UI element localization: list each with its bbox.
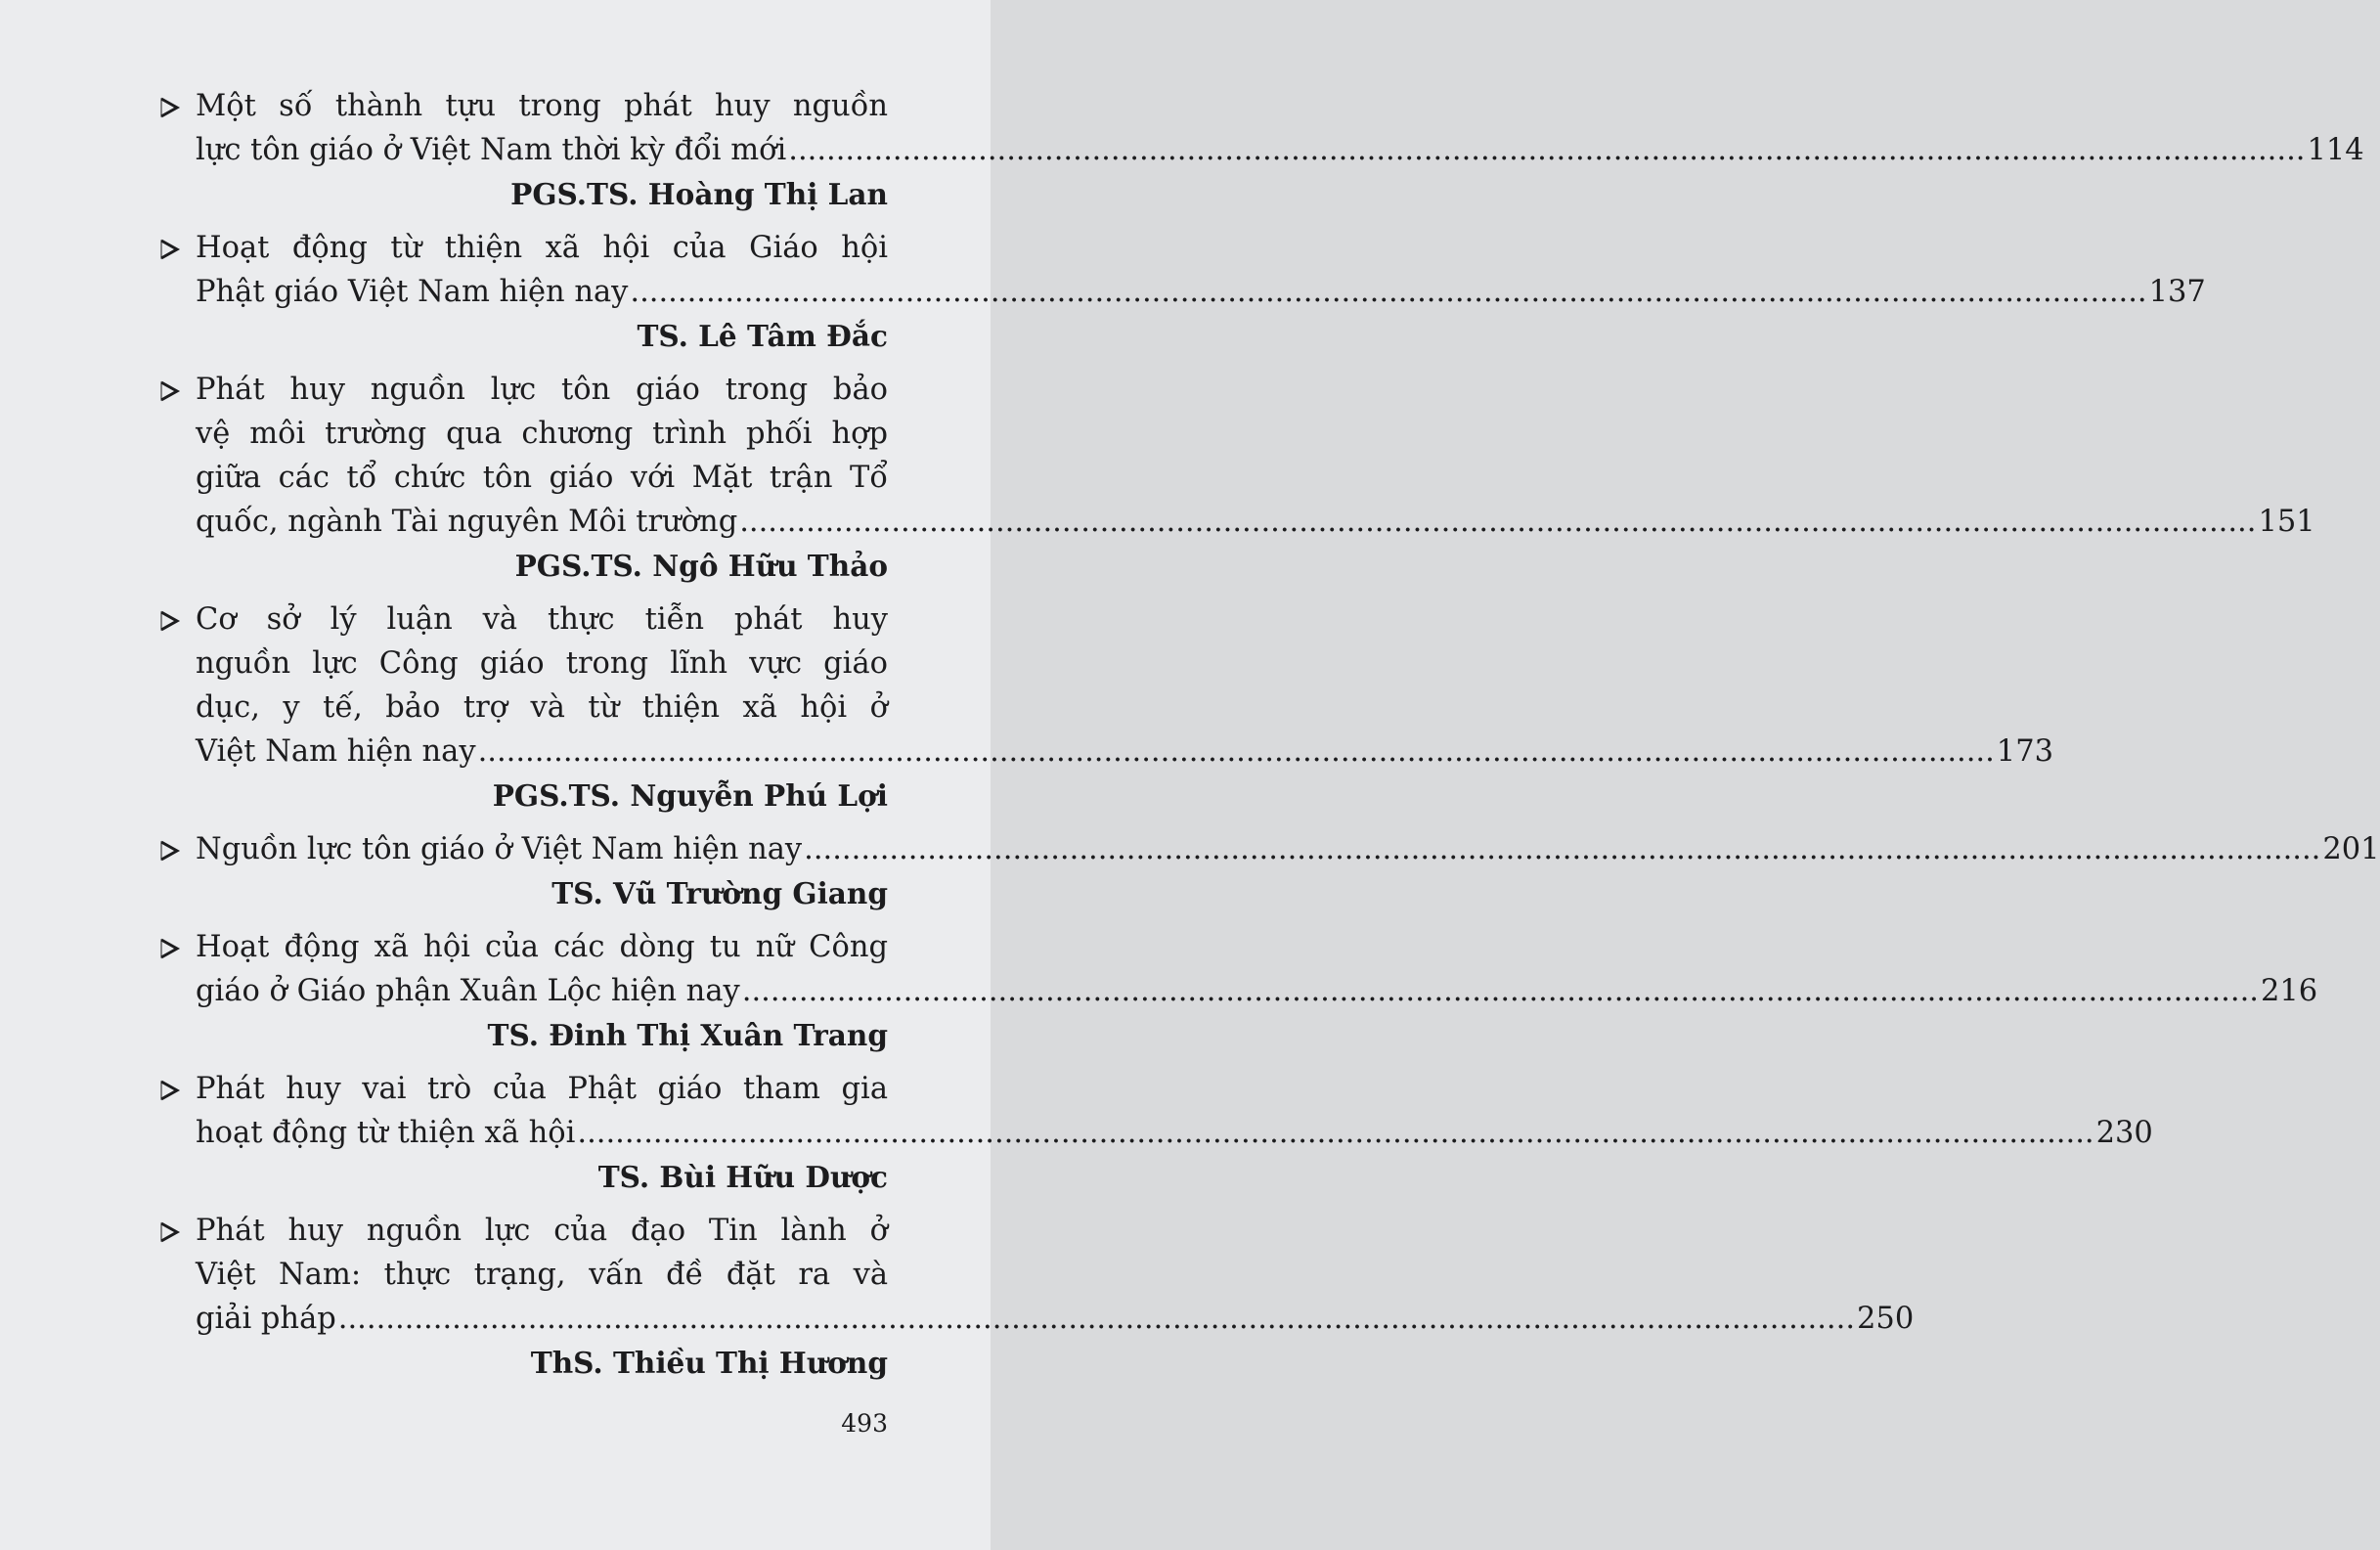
toc-entry bbox=[156, 827, 2380, 915]
toc-entry-title-text: Phát huy vai trò của Phật giáo tham gia bbox=[196, 1072, 888, 1106]
toc-entry-title-text: giữa các tổ chức tôn giáo với Mặt trận Tổ bbox=[196, 461, 888, 495]
toc-entry-title-line bbox=[156, 827, 2380, 871]
toc-entry-title-text: quốc, ngành Tài nguyên Môi trường bbox=[196, 505, 738, 539]
toc-entry-author: TS. Bùi Hữu Dược bbox=[597, 1160, 888, 1194]
toc-entry-title-text: giải pháp bbox=[196, 1302, 336, 1336]
toc-entry-title-line bbox=[156, 1067, 888, 1111]
toc-entry-title-text: Phật giáo Việt Nam hiện nay bbox=[196, 275, 629, 309]
toc-entry-title-line bbox=[156, 598, 888, 642]
toc-entry-author: PGS.TS. Ngô Hữu Thảo bbox=[514, 549, 888, 583]
toc-entry-author: TS. Lê Tâm Đắc bbox=[637, 319, 888, 353]
toc-entry-title-text: Hoạt động từ thiện xã hội của Giáo hội bbox=[196, 231, 888, 265]
arrow-bullet-icon bbox=[156, 84, 186, 128]
toc-entry-page-number: 151 bbox=[2258, 505, 2315, 539]
toc-entry-title-text: Một số thành tựu trong phát huy nguồn bbox=[196, 89, 888, 123]
arrow-bullet-icon bbox=[156, 1209, 186, 1253]
toc-entry-title-line bbox=[156, 1209, 888, 1253]
toc-entry-author: TS. Vũ Trường Giang bbox=[551, 876, 888, 910]
dot-leader: ................................................................................................................................................................ bbox=[630, 275, 2147, 309]
toc-entry-title-text: hoạt động từ thiện xã hội bbox=[196, 1116, 576, 1150]
toc-entry bbox=[156, 1067, 2153, 1199]
toc-entry-title-text: dục, y tế, bảo trợ và từ thiện xã hội ở bbox=[196, 690, 888, 725]
page-number: 493 bbox=[841, 1409, 888, 1438]
toc-entry-title-line bbox=[156, 226, 888, 270]
toc-entry-title-text: giáo ở Giáo phận Xuân Lộc hiện nay bbox=[196, 974, 740, 1008]
toc-entry-page-number: 173 bbox=[1996, 734, 2054, 769]
dot-leader: ................................................................................................................................................................ bbox=[477, 734, 1995, 769]
dot-leader: ................................................................................................................................................................ bbox=[741, 974, 2259, 1008]
toc-entry-title-text: Cơ sở lý luận và thực tiễn phát huy bbox=[196, 602, 888, 637]
toc-entry-author: ThS. Thiều Thị Hương bbox=[530, 1346, 888, 1380]
toc-entry-title-text: Việt Nam hiện nay bbox=[196, 734, 476, 769]
toc-entry-title-line bbox=[156, 642, 888, 686]
toc-entry bbox=[156, 598, 2054, 818]
toc-entry-page-number: 137 bbox=[2148, 275, 2206, 309]
toc-entry-title-line bbox=[156, 969, 2318, 1013]
toc-entry-title-line bbox=[156, 925, 888, 969]
toc-entry-title-text: Phát huy nguồn lực của đạo Tin lành ở bbox=[196, 1214, 888, 1248]
arrow-bullet-icon bbox=[156, 925, 186, 969]
arrow-bullet-icon bbox=[156, 827, 186, 871]
toc-entry-title-line bbox=[156, 84, 888, 128]
toc-entry-title-line bbox=[156, 368, 888, 412]
toc-entry-author: TS. Đinh Thị Xuân Trang bbox=[487, 1018, 888, 1052]
table-of-contents bbox=[156, 84, 2380, 1395]
arrow-bullet-icon bbox=[156, 226, 186, 270]
dot-leader: ................................................................................................................................................................ bbox=[577, 1116, 2094, 1150]
toc-entry-title-line bbox=[156, 270, 2206, 314]
toc-entry-title-line bbox=[156, 412, 888, 456]
toc-entry-title-text: vệ môi trường qua chương trình phối hợp bbox=[196, 417, 888, 451]
toc-entry-title-text: Nguồn lực tôn giáo ở Việt Nam hiện nay bbox=[196, 832, 803, 866]
toc-entry bbox=[156, 226, 2206, 358]
toc-entry-title-text: Việt Nam: thực trạng, vấn đề đặt ra và bbox=[196, 1258, 888, 1292]
arrow-bullet-icon bbox=[156, 368, 186, 412]
arrow-bullet-icon bbox=[156, 1067, 186, 1111]
toc-entry-page-number: 201 bbox=[2322, 832, 2380, 866]
toc-entry-title-text: nguồn lực Công giáo trong lĩnh vực giáo bbox=[196, 646, 888, 681]
toc-entry-page-number: 230 bbox=[2095, 1116, 2153, 1150]
toc-entry-author: PGS.TS. Hoàng Thị Lan bbox=[510, 177, 888, 211]
toc-entry-title-text: Phát huy nguồn lực tôn giáo trong bảo bbox=[196, 373, 888, 407]
toc-entry-title-text: lực tôn giáo ở Việt Nam thời kỳ đổi mới bbox=[196, 133, 787, 167]
arrow-bullet-icon bbox=[156, 598, 186, 642]
toc-entry-page-number: 250 bbox=[1857, 1302, 1915, 1336]
toc-entry bbox=[156, 368, 2315, 588]
dot-leader: ................................................................................................................................................................ bbox=[788, 133, 2306, 167]
dot-leader: ................................................................................................................................................................ bbox=[337, 1302, 1856, 1336]
toc-entry bbox=[156, 1209, 1915, 1385]
toc-entry-title-line bbox=[156, 1297, 1915, 1341]
toc-entry-title-line bbox=[156, 500, 2315, 544]
toc-entry-page-number: 216 bbox=[2260, 974, 2318, 1008]
dot-leader: ................................................................................................................................................................ bbox=[804, 832, 2321, 866]
toc-entry-title-line bbox=[156, 1253, 888, 1297]
toc-entry-title-line bbox=[156, 128, 2364, 172]
toc-entry-title-line bbox=[156, 686, 888, 730]
toc-entry-title-line bbox=[156, 1111, 2153, 1155]
toc-entry-title-line bbox=[156, 456, 888, 500]
toc-entry-title-line bbox=[156, 730, 2054, 774]
toc-entry-author: PGS.TS. Nguyễn Phú Lợi bbox=[492, 778, 888, 813]
toc-entry bbox=[156, 925, 2318, 1057]
toc-entry bbox=[156, 84, 2364, 216]
toc-entry-page-number: 114 bbox=[2307, 133, 2364, 167]
dot-leader: ................................................................................................................................................................ bbox=[739, 505, 2257, 539]
toc-entry-title-text: Hoạt động xã hội của các dòng tu nữ Công bbox=[196, 930, 888, 964]
